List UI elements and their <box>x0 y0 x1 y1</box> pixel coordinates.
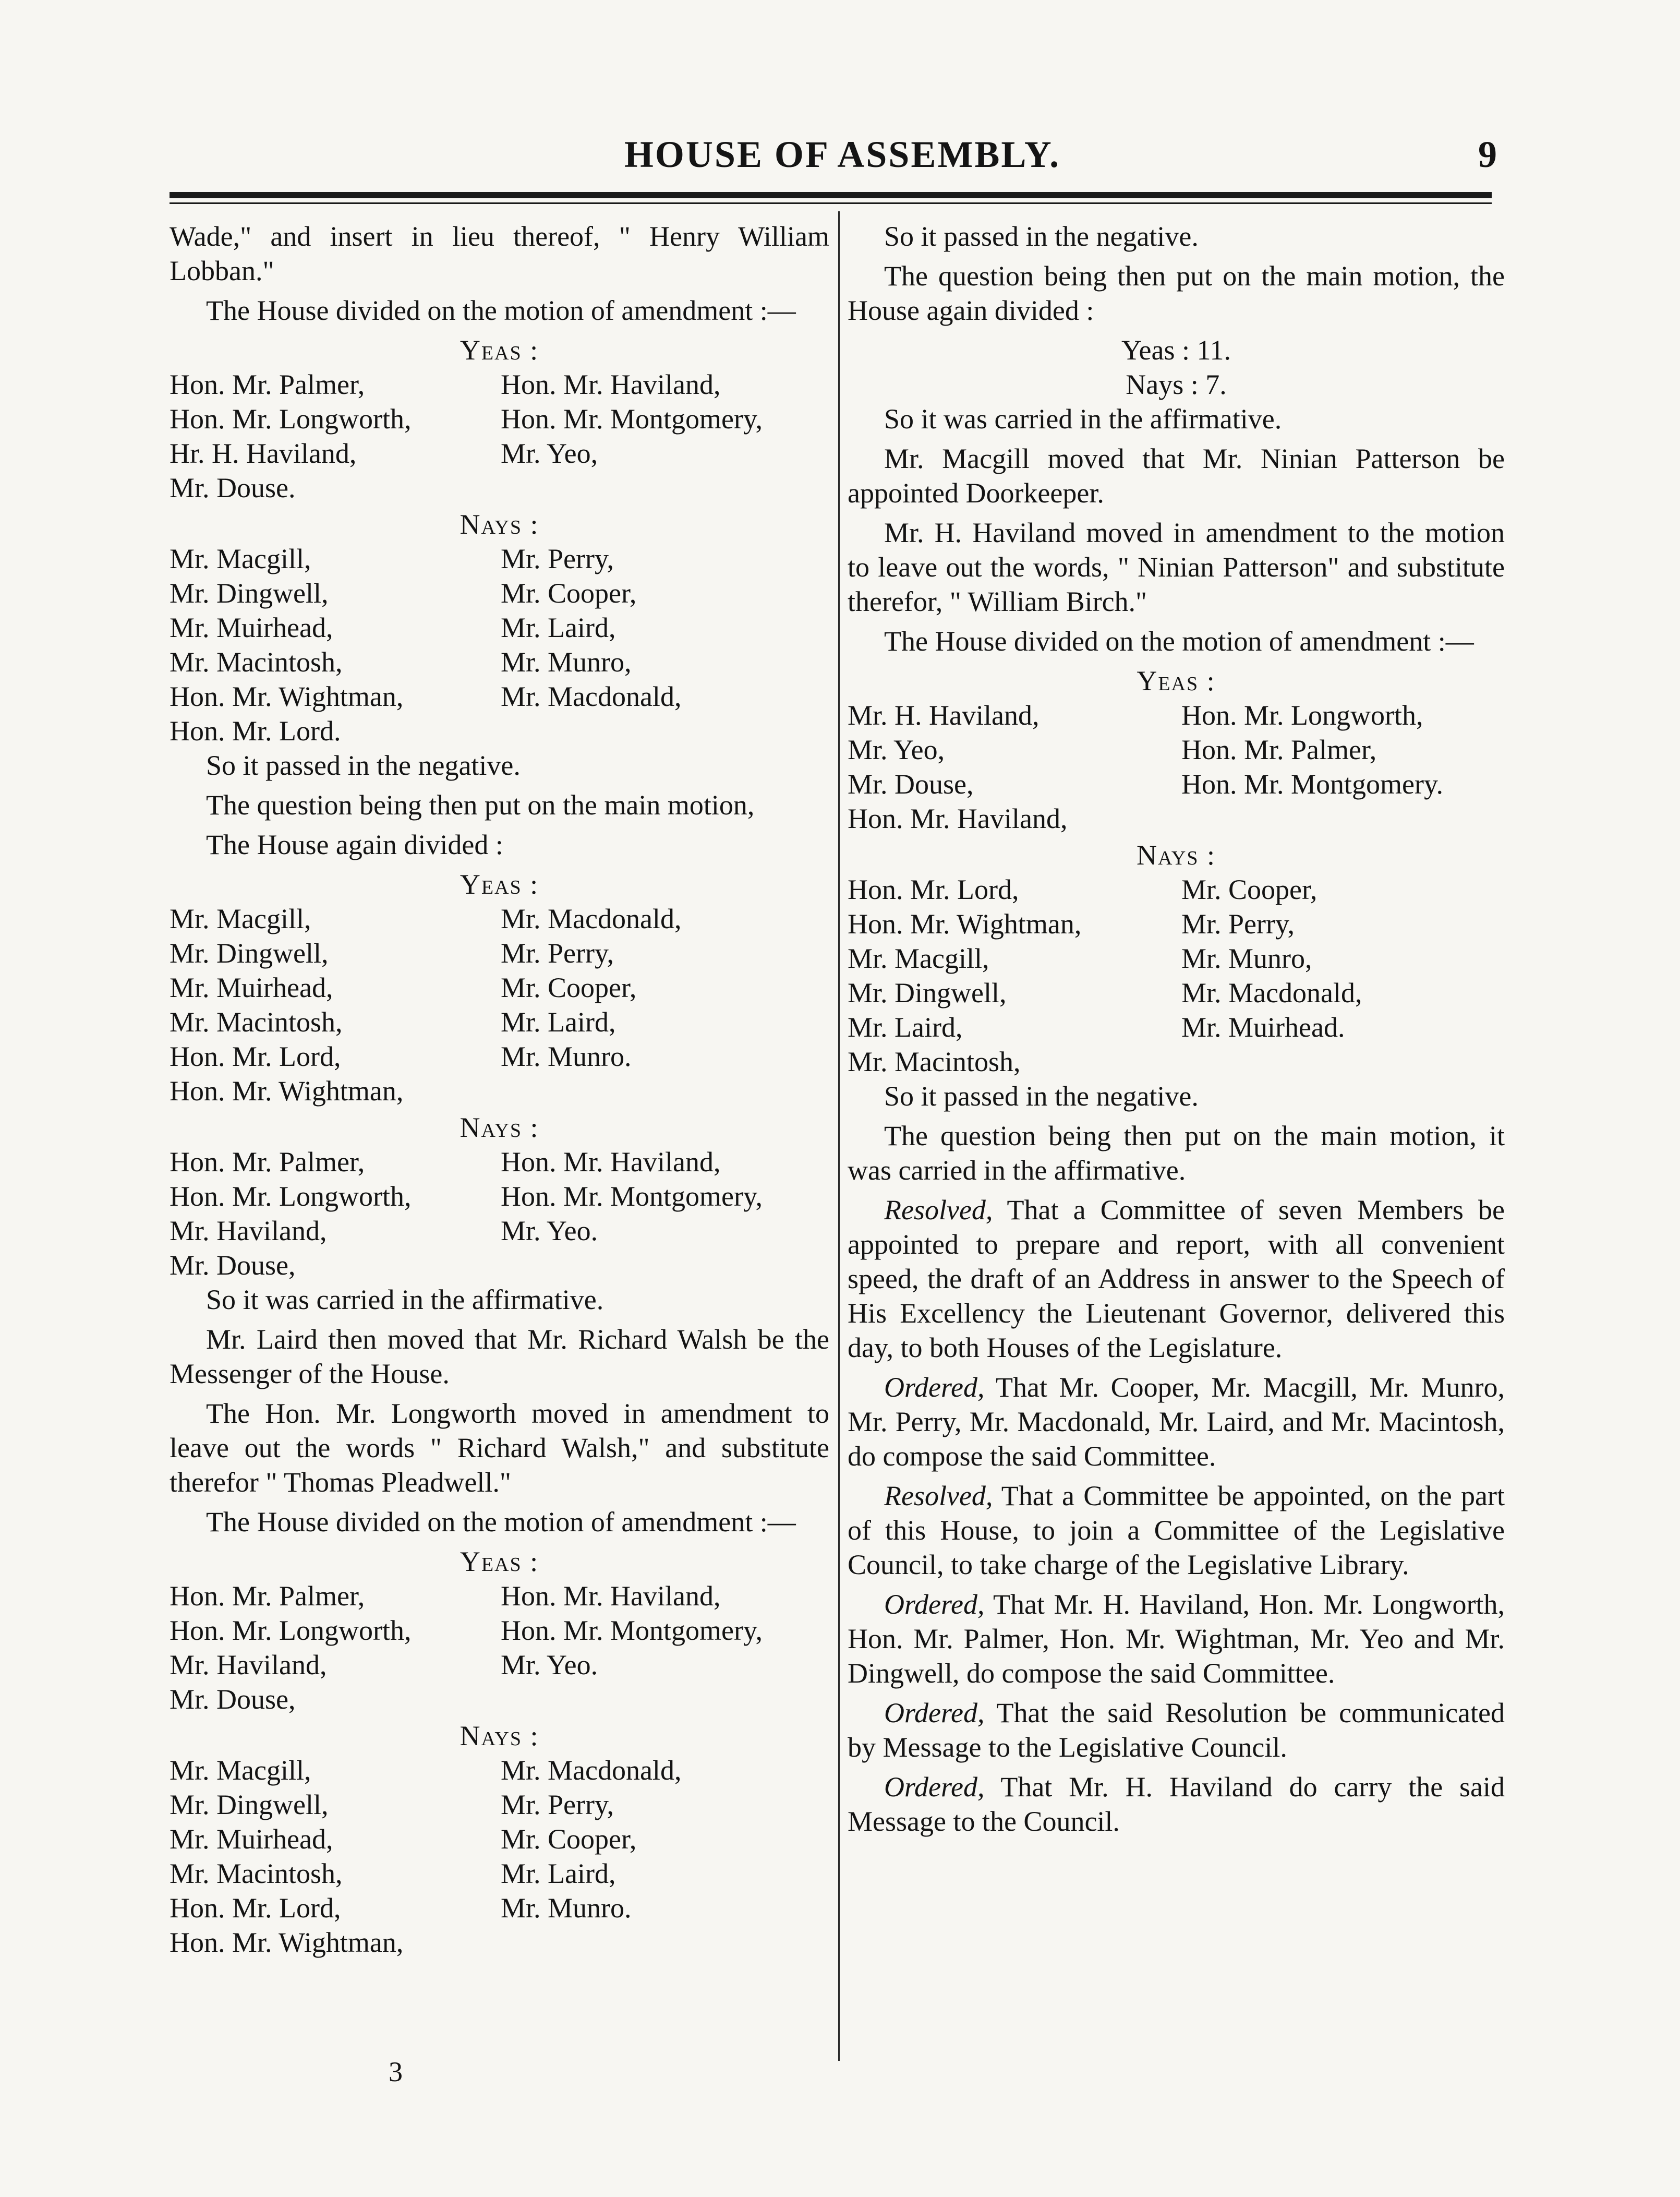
vote-list-yeas <box>848 698 1505 836</box>
paragraph: So it passed in the negative. <box>884 1081 1199 1112</box>
tally-nays: Nays : 7. <box>1126 369 1227 400</box>
member-name: Mr. Perry, <box>1181 908 1295 940</box>
member-name: Mr. Muirhead, <box>170 612 333 643</box>
paragraph: Mr. Macgill moved that Mr. Ninian Patterson be appointed Doorkeeper. <box>848 443 1505 509</box>
member-name: Mr. Dingwell, <box>170 1789 329 1820</box>
member-name: Hon. Mr. Haviland, <box>501 369 721 400</box>
member-name: Mr. Munro, <box>1181 943 1312 974</box>
member-name: Mr. Macintosh, <box>170 646 343 678</box>
member-name: Mr. Macgill, <box>170 1755 311 1786</box>
paragraph: The House again divided : <box>206 829 503 860</box>
member-name: Hon. Mr. Longworth, <box>170 1181 412 1212</box>
left-column <box>170 219 829 1960</box>
member-name: Mr. Dingwell, <box>170 938 329 969</box>
member-name: Hon. Mr. Lord, <box>170 1892 341 1924</box>
member-name: Hon. Mr. Montgomery, <box>501 403 763 435</box>
member-name: Mr. Munro, <box>501 646 632 678</box>
paragraph: The House divided on the motion of amendment :— <box>206 295 796 326</box>
member-name: Mr. Laird, <box>501 1858 616 1889</box>
member-name: Mr. Muirhead. <box>1181 1012 1345 1043</box>
paragraph: So it passed in the negative. <box>206 750 521 781</box>
member-name: Mr. Macgill, <box>170 543 311 574</box>
member-name: Mr. Cooper, <box>1181 874 1318 905</box>
signature-mark: 3 <box>389 2056 403 2087</box>
member-name: Mr. Laird, <box>501 612 616 643</box>
paragraph: The question being then put on the main motion, it was carried in the affirmative. <box>848 1120 1505 1186</box>
paragraph: So it passed in the negative. <box>884 221 1199 252</box>
vote-list-nays <box>170 542 829 748</box>
vote-list-nays <box>170 1145 829 1282</box>
nays-heading: Nays : <box>460 509 539 540</box>
yeas-heading: Yeas : <box>460 1546 539 1577</box>
order-text: That the said Resolution be communicated by Message to the Legislative Council. <box>848 1697 1505 1763</box>
member-name: Mr. Perry, <box>501 1789 614 1820</box>
member-name: Hon. Mr. Palmer, <box>170 369 365 400</box>
resolution-paragraph <box>848 1193 1505 1365</box>
order-lead: Ordered, <box>884 1372 985 1403</box>
member-name: Mr. Muirhead, <box>170 1823 333 1855</box>
member-name: Hon. Mr. Wightman, <box>170 681 404 712</box>
member-name: Mr. Dingwell, <box>848 977 1007 1009</box>
paragraph: The House divided on the motion of amendment :— <box>884 626 1474 657</box>
member-name: Hon. Mr. Haviland, <box>848 803 1068 834</box>
member-name: Mr. Laird, <box>848 1012 963 1043</box>
resolution-paragraph <box>848 1479 1505 1582</box>
header-rule-thin <box>170 202 1492 204</box>
member-name: Hon. Mr. Montgomery, <box>501 1181 763 1212</box>
right-column <box>848 219 1505 1844</box>
order-lead: Ordered, <box>884 1771 985 1803</box>
member-name: Hon. Mr. Haviland, <box>501 1146 721 1178</box>
member-name: Mr. Cooper, <box>501 578 637 609</box>
member-name: Mr. Macgill, <box>848 943 989 974</box>
member-name: Mr. Cooper, <box>501 1823 637 1855</box>
member-name: Mr. Macintosh, <box>170 1006 343 1038</box>
yeas-heading: Yeas : <box>460 334 539 366</box>
order-paragraph <box>848 1770 1505 1839</box>
page-title: HOUSE OF ASSEMBLY. <box>624 134 1061 175</box>
order-text: That Mr. H. Haviland do carry the said Message to the Council. <box>848 1771 1505 1837</box>
member-name: Mr. H. Haviland, <box>848 700 1040 731</box>
paragraph: Wade," and insert in lieu thereof, " Henry William Lobban." <box>170 221 829 286</box>
paragraph: So it was carried in the affirmative. <box>884 403 1282 435</box>
member-name: Mr. Macdonald, <box>501 681 682 712</box>
order-paragraph <box>848 1696 1505 1764</box>
member-name: Mr. Douse, <box>848 769 974 800</box>
member-name: Mr. Munro. <box>501 1892 632 1924</box>
vote-list-yeas <box>170 1579 829 1716</box>
member-name: Mr. Macgill, <box>170 903 311 934</box>
paragraph: The question being then put on the main motion, the House again divided : <box>848 260 1505 326</box>
tally-yeas: Yeas : 11. <box>1121 334 1231 366</box>
member-name: Hon. Mr. Palmer, <box>170 1580 365 1612</box>
member-name: Mr. Cooper, <box>501 972 637 1003</box>
paragraph: So it was carried in the affirmative. <box>206 1284 604 1315</box>
member-name: Hon. Mr. Longworth, <box>1181 700 1423 731</box>
member-name: Hon. Mr. Montgomery, <box>501 1615 763 1646</box>
member-name: Mr. Macdonald, <box>501 1755 682 1786</box>
member-name: Hon. Mr. Wightman, <box>848 908 1082 940</box>
member-name: Hon. Mr. Palmer, <box>170 1146 365 1178</box>
member-name: Mr. Yeo. <box>501 1215 598 1246</box>
member-name: Hon. Mr. Wightman, <box>170 1075 404 1107</box>
resolution-lead: Resolved, <box>884 1194 993 1226</box>
order-paragraph <box>848 1370 1505 1473</box>
member-name: Mr. Douse, <box>170 1684 296 1715</box>
vote-list-nays <box>170 1753 829 1960</box>
resolution-text: That a Committee be appointed, on the part of this House, to join a Committee of the Legislative Council, to take charge of the Legislative Library. <box>848 1480 1505 1580</box>
member-name: Mr. Perry, <box>501 543 614 574</box>
order-lead: Ordered, <box>884 1589 985 1620</box>
member-name: Mr. Munro. <box>501 1041 632 1072</box>
member-name: Mr. Perry, <box>501 938 614 969</box>
member-name: Mr. Haviland, <box>170 1649 327 1680</box>
member-name: Mr. Douse. <box>170 472 296 503</box>
yeas-heading: Yeas : <box>460 869 539 900</box>
paragraph: Mr. Laird then moved that Mr. Richard Walsh be the Messenger of the House. <box>170 1324 829 1389</box>
member-name: Hon. Mr. Wightman, <box>170 1927 404 1958</box>
member-name: Hon. Mr. Haviland, <box>501 1580 721 1612</box>
order-paragraph <box>848 1587 1505 1690</box>
member-name: Hon. Mr. Lord, <box>848 874 1019 905</box>
member-name: Hon. Mr. Longworth, <box>170 1615 412 1646</box>
member-name: Mr. Laird, <box>501 1006 616 1038</box>
yeas-heading: Yeas : <box>1137 665 1216 697</box>
member-name: Mr. Yeo. <box>501 1649 598 1680</box>
member-name: Hon. Mr. Palmer, <box>1181 734 1377 765</box>
vote-list-yeas <box>170 902 829 1108</box>
order-text: That Mr. Cooper, Mr. Macgill, Mr. Munro, Mr. Perry, Mr. Macdonald, Mr. Laird, and Mr. Macintosh, do compose the said Committee. <box>848 1372 1505 1472</box>
member-name: Mr. Dingwell, <box>170 578 329 609</box>
member-name: Mr. Macintosh, <box>170 1858 343 1889</box>
paragraph: The Hon. Mr. Longworth moved in amendment to leave out the words " Richard Walsh," and substitute therefor " Thomas Pleadwell." <box>170 1398 829 1498</box>
nays-heading: Nays : <box>1136 839 1216 871</box>
paragraph: The question being then put on the main motion, <box>206 789 755 821</box>
column-divider <box>838 211 840 2061</box>
vote-list-nays <box>848 872 1505 1079</box>
member-name: Hon. Mr. Montgomery. <box>1181 769 1443 800</box>
header-rule-thick <box>170 192 1492 198</box>
member-name: Mr. Yeo, <box>848 734 945 765</box>
member-name: Hon. Mr. Lord, <box>170 1041 341 1072</box>
page-number: 9 <box>1478 134 1497 175</box>
member-name: Hr. H. Haviland, <box>170 438 357 469</box>
member-name: Mr. Yeo, <box>501 438 598 469</box>
order-text: That Mr. H. Haviland, Hon. Mr. Longworth, Hon. Mr. Palmer, Hon. Mr. Wightman, Mr. Yeo and Mr. Dingwell, do compose the said Committee. <box>848 1589 1505 1689</box>
member-name: Mr. Haviland, <box>170 1215 327 1246</box>
member-name: Mr. Macdonald, <box>501 903 682 934</box>
resolution-text: That a Committee of seven Members be appointed to prepare and report, with all convenient speed, the draft of an Address in answer to the Speech of His Excellency the Lieutenant Governor, delivered this day, to both Houses of the Legislature. <box>848 1194 1505 1363</box>
order-lead: Ordered, <box>884 1697 985 1728</box>
paragraph: Mr. H. Haviland moved in amendment to the motion to leave out the words, " Ninian Patterson" and substitute therefor, " William Birch." <box>848 517 1505 617</box>
member-name: Mr. Douse, <box>170 1250 296 1281</box>
vote-list-yeas <box>170 367 829 505</box>
nays-heading: Nays : <box>460 1720 539 1751</box>
page-header <box>159 133 1526 190</box>
paragraph: The House divided on the motion of amendment :— <box>206 1506 796 1538</box>
member-name: Hon. Mr. Lord. <box>170 715 341 747</box>
member-name: Mr. Macdonald, <box>1181 977 1362 1009</box>
resolution-lead: Resolved, <box>884 1480 993 1511</box>
nays-heading: Nays : <box>460 1112 539 1143</box>
member-name: Mr. Muirhead, <box>170 972 333 1003</box>
member-name: Mr. Macintosh, <box>848 1046 1021 1077</box>
member-name: Hon. Mr. Longworth, <box>170 403 412 435</box>
